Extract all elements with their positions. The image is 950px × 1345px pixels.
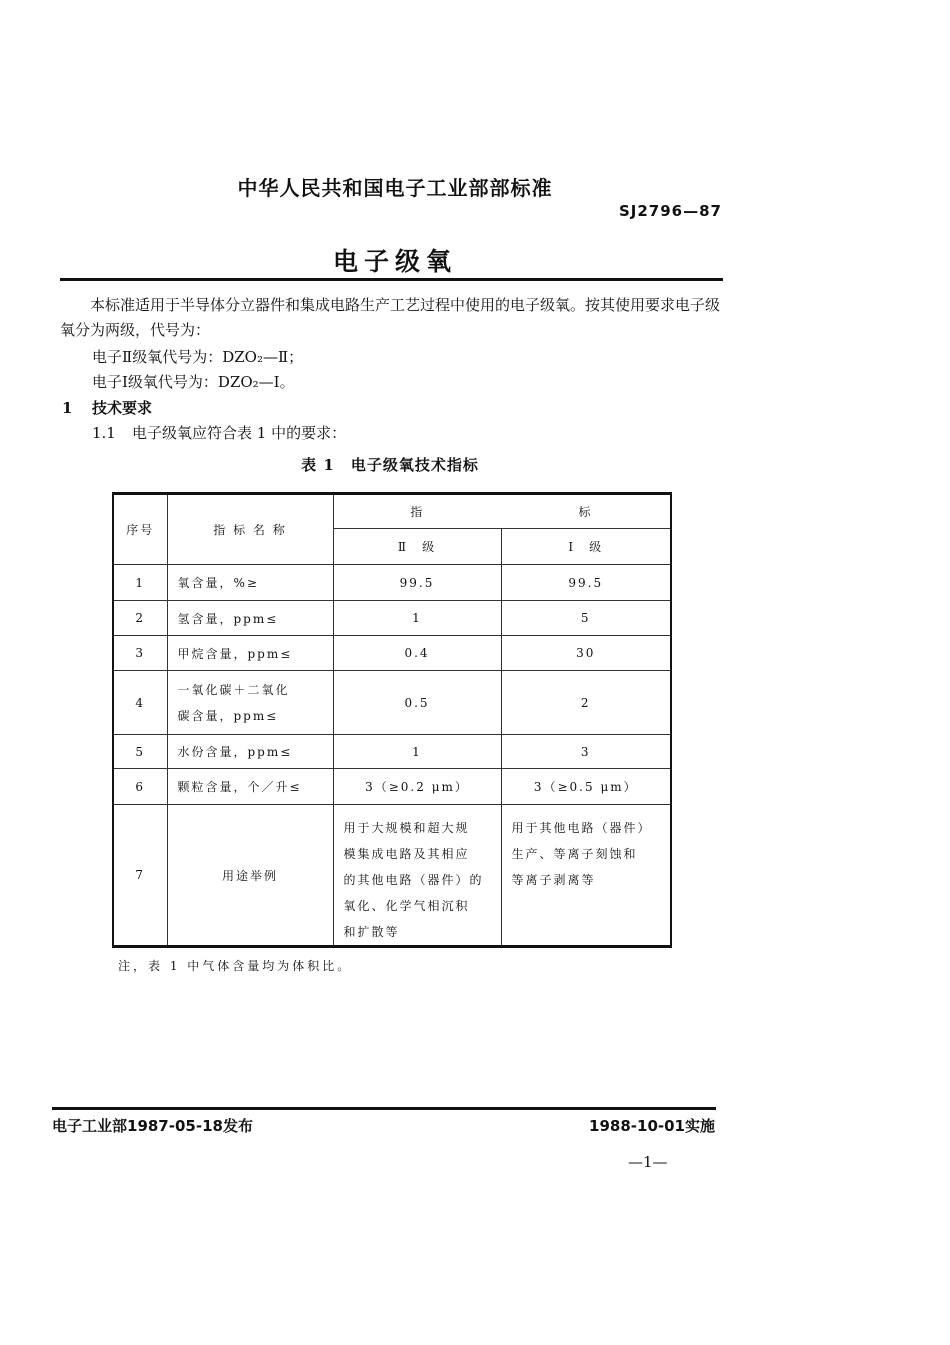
table-row	[113, 565, 671, 601]
header-grade-1: Ⅰ 级	[501, 529, 671, 565]
usage-line: 用于大规模和超大规	[343, 821, 470, 835]
usage-line: 等离子剥离等	[511, 873, 596, 887]
standard-number: SJ2796—87	[618, 202, 722, 220]
row-grade-1: 3	[501, 735, 671, 769]
row-grade-2-usage	[333, 805, 501, 947]
row-grade-2: 0.4	[333, 636, 501, 671]
section-1-heading	[62, 396, 152, 421]
table-note: 注，表 1 中气体含量均为体积比。	[118, 959, 353, 973]
row-name: 氢含量，ppm≤	[167, 601, 333, 636]
row-name	[167, 671, 333, 735]
table-row	[113, 601, 671, 636]
header-seq: 序号	[113, 494, 167, 565]
row-grade-2: 1	[333, 601, 501, 636]
row-grade-1: 3（≥0.5 μm）	[501, 769, 671, 805]
table-row	[113, 735, 671, 769]
usage-line: 用于其他电路（器件）	[511, 821, 652, 835]
section-1-1-text: 电子级氧应符合表 1 中的要求：	[132, 424, 347, 442]
grade-1-code: 电子Ⅰ级氧代号为：DZO₂—Ⅰ。	[92, 373, 295, 391]
grade-2-code: 电子Ⅱ级氧代号为：DZO₂—Ⅱ；	[92, 348, 304, 366]
page-number: —1—	[628, 1153, 668, 1171]
row-grade-2: 3（≥0.2 μm）	[333, 769, 501, 805]
implementation-date: 1988-10-01实施	[589, 1117, 715, 1135]
table-header-row	[113, 494, 671, 529]
spec-table	[112, 492, 672, 948]
row-name: 甲烷含量，ppm≤	[167, 636, 333, 671]
section-1-number: 1	[62, 399, 73, 417]
row-name-line: 碳含量，ppm≤	[177, 708, 279, 723]
table-row	[113, 636, 671, 671]
row-grade-1-usage	[501, 805, 671, 947]
row-name: 颗粒含量，个／升≤	[167, 769, 333, 805]
usage-line: 生产、等离子刻蚀和	[511, 847, 638, 861]
row-seq: 3	[113, 636, 167, 671]
row-name: 用途举例	[167, 805, 333, 947]
header-name: 指 标 名 称	[167, 494, 333, 565]
row-grade-2: 99.5	[333, 565, 501, 601]
row-grade-1: 2	[501, 671, 671, 735]
table-row	[113, 805, 671, 947]
intro-paragraph: 本标准适用于半导体分立器件和集成电路生产工艺过程中使用的电子级氧。按其使用要求电子级氧分为两级，代号为：	[60, 296, 721, 339]
row-name: 水份含量，ppm≤	[167, 735, 333, 769]
row-grade-1: 30	[501, 636, 671, 671]
row-seq: 4	[113, 671, 167, 735]
row-seq: 5	[113, 735, 167, 769]
section-1-1	[92, 421, 346, 446]
usage-line: 和扩散等	[343, 925, 400, 939]
footer-divider	[52, 1107, 716, 1110]
header-spec-right: 标	[501, 494, 671, 529]
issuing-organization: 中华人民共和国电子工业部部标准	[237, 176, 553, 200]
row-seq: 2	[113, 601, 167, 636]
header-spec-left: 指	[333, 494, 501, 529]
row-name-line: 一氧化碳＋二氧化	[177, 682, 290, 697]
row-grade-2: 1	[333, 735, 501, 769]
row-grade-1: 99.5	[501, 565, 671, 601]
issue-date: 电子工业部1987-05-18发布	[52, 1117, 253, 1135]
table-row	[113, 769, 671, 805]
table-caption: 表 1 电子级氧技术指标	[301, 456, 479, 474]
row-seq: 6	[113, 769, 167, 805]
title-divider	[60, 278, 723, 281]
usage-line: 模集成电路及其相应	[343, 847, 470, 861]
section-1-1-number: 1.1	[92, 424, 116, 442]
usage-line: 氧化、化学气相沉积	[343, 899, 470, 913]
row-grade-2: 0.5	[333, 671, 501, 735]
row-name: 氧含量，%≥	[167, 565, 333, 601]
row-grade-1: 5	[501, 601, 671, 636]
section-1-title: 技术要求	[92, 399, 153, 417]
table-row	[113, 671, 671, 735]
row-seq: 7	[113, 805, 167, 947]
document-title: 电子级氧	[332, 247, 457, 276]
usage-line: 的其他电路（器件）的	[343, 873, 484, 887]
header-grade-2: Ⅱ 级	[333, 529, 501, 565]
row-seq: 1	[113, 565, 167, 601]
